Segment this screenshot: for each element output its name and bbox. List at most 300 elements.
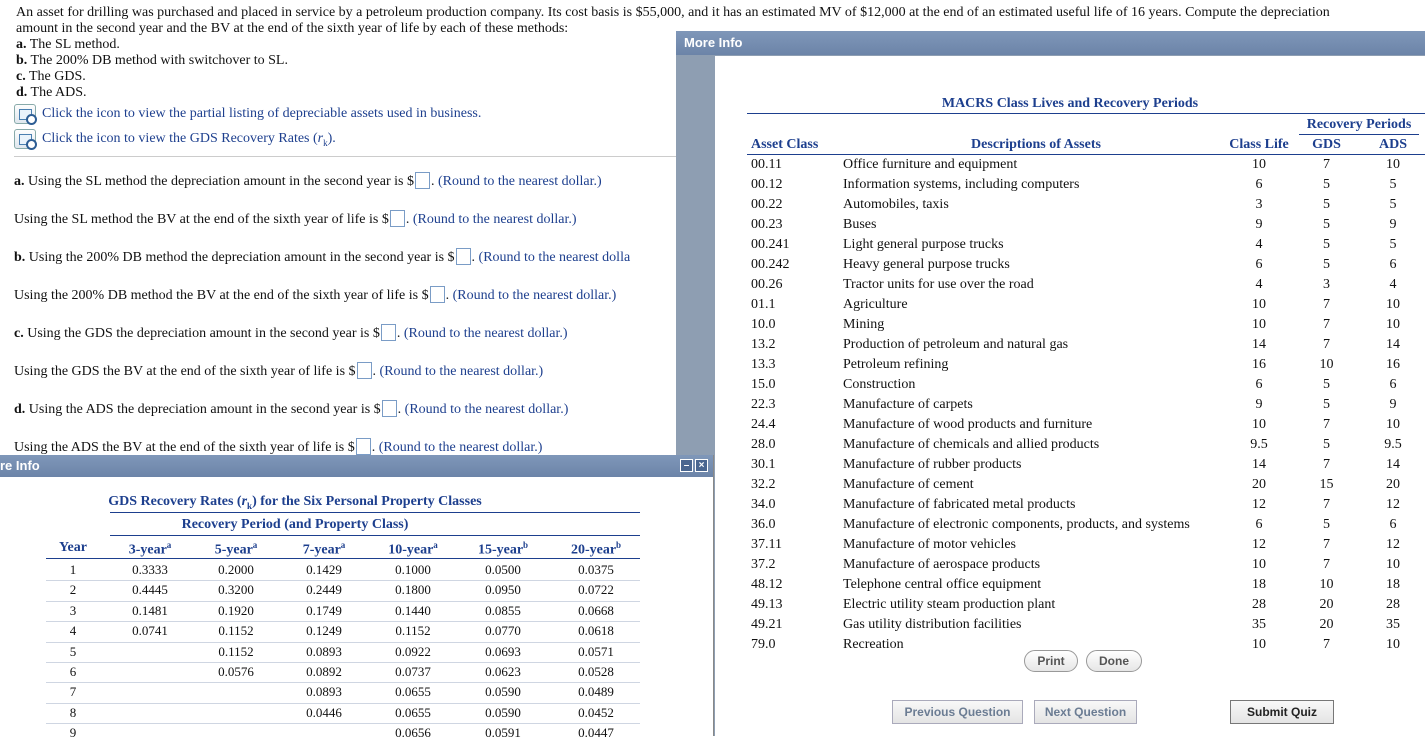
print-button[interactable]: Print (1024, 650, 1078, 672)
gds-cell: 5 (1323, 257, 1330, 272)
asset-class-cell: 32.2 (751, 477, 776, 492)
modal-title[interactable]: More Info (676, 31, 1425, 55)
table-subtitle: Recovery Period (and Property Class) (181, 517, 409, 532)
description-cell: Buses (843, 217, 877, 232)
recovery-periods-header: Recovery Periods (1306, 117, 1412, 132)
gds-cell: 5 (1323, 237, 1330, 252)
gds-cell: 5 (1323, 397, 1330, 412)
col-header-class: 5-year$^a$ (214, 540, 258, 558)
rate-cell: 0.1152 (218, 623, 254, 639)
rate-cell: 0.0741 (132, 623, 168, 639)
description-cell: Heavy general purpose trucks (843, 257, 1010, 272)
method-item: b. The 200% DB method with switchover to SL. (16, 53, 288, 68)
asset-class-cell: 37.11 (751, 537, 782, 552)
asset-class-cell: 28.0 (751, 437, 776, 452)
ads-cell: 14 (1386, 337, 1400, 352)
class-life-cell: 16 (1252, 357, 1266, 372)
description-cell: Manufacture of rubber products (843, 457, 1022, 472)
answer-input[interactable] (415, 172, 430, 189)
asset-class-cell: 37.2 (751, 557, 776, 572)
macrs-info-modal (676, 31, 1425, 736)
description-cell: Manufacture of electronic components, products, and systems (843, 517, 1190, 532)
year-cell: 9 (69, 725, 77, 741)
table-title: MACRS Class Lives and Recovery Periods (941, 96, 1199, 111)
rate-cell: 0.0737 (395, 664, 431, 679)
ads-cell: 28 (1386, 597, 1400, 612)
asset-class-cell: 00.12 (751, 177, 783, 192)
rate-cell: 0.1481 (132, 602, 168, 618)
class-life-cell: 9 (1255, 397, 1263, 412)
description-cell: Manufacture of chemicals and allied products (843, 437, 1100, 452)
col-header-class: 15-year$^b$ (477, 540, 529, 558)
row-divider (46, 621, 640, 622)
question-text: Using the SL method the BV at the end of the sixth year of life is $ (14, 212, 389, 227)
col-header-ads: ADS (1378, 137, 1407, 152)
question-text: Using the ADS the depreciation amount in the second year is $ (28, 402, 381, 417)
question-letter: a. (14, 174, 25, 189)
ads-cell: 10 (1386, 297, 1400, 312)
table-row (715, 457, 1425, 477)
table-row (715, 337, 1425, 357)
rate-cell: 0.2449 (306, 582, 342, 598)
year-cell: 5 (69, 643, 77, 659)
table-row (715, 397, 1425, 417)
view-document-icon[interactable] (14, 104, 36, 124)
row-divider (46, 601, 640, 602)
description-cell: Petroleum refining (843, 357, 949, 372)
question-row: Using the ADS the BV at the end of the sixth year of life is $ . (Round to the nearest dollar.) (14, 440, 543, 455)
header-rule (747, 154, 1425, 155)
question-letter: d. (14, 402, 26, 417)
answer-input[interactable] (356, 438, 371, 455)
description-cell: Manufacture of wood products and furniture (843, 417, 1093, 432)
ads-cell: 12 (1386, 537, 1400, 552)
rate-cell: 0.0668 (578, 602, 614, 618)
class-life-cell: 6 (1255, 177, 1263, 192)
asset-class-cell: 00.26 (751, 277, 783, 292)
question-row: c. Using the GDS the depreciation amount in the second year is $ . (Round to the nearest dollar.) (14, 326, 568, 341)
rate-cell: 0.0590 (485, 684, 521, 700)
col-header-year: Year (59, 540, 87, 555)
description-cell: Construction (843, 377, 916, 392)
question-letter: b. (14, 250, 26, 265)
question-text: Using the 200% DB method the BV at the end of the sixth year of life is $ (14, 288, 429, 303)
rate-cell: 0.0489 (578, 684, 614, 700)
close-icon[interactable]: × (695, 459, 708, 472)
gds-cell: 10 (1319, 357, 1334, 372)
modal-content (715, 56, 1425, 736)
rounding-hint: (Round to the nearest dollar.) (403, 326, 568, 341)
gds-cell: 15 (1319, 477, 1334, 492)
table-title: GDS Recovery Rates $(r_k)$ for the Six Personal Property Classes (108, 494, 482, 511)
rounding-hint: (Round to the nearest dollar.) (379, 364, 544, 379)
description-cell: Mining (843, 317, 885, 332)
gds-cell: 20 (1319, 597, 1334, 612)
description-cell: Telephone central office equipment (843, 577, 1042, 592)
rate-cell: 0.0893 (306, 684, 342, 700)
rounding-hint: (Round to the nearest dollar.) (404, 402, 569, 417)
gds-cell: 7 (1323, 417, 1330, 432)
asset-class-cell: 30.1 (751, 457, 776, 472)
title-rule (747, 113, 1425, 114)
rounding-hint: (Round to the nearest dollar.) (452, 288, 617, 303)
question-row: Using the 200% DB method the BV at the end of the sixth year of life is $ . (Round to the nearest dollar.) (14, 288, 617, 303)
row-divider (46, 703, 640, 704)
rate-cell: 0.0623 (485, 664, 521, 679)
question-text: Using the GDS the BV at the end of the sixth year of life is $ (14, 364, 356, 379)
ads-cell: 18 (1386, 577, 1400, 592)
gds-rates-modal (0, 455, 714, 741)
description-cell: Gas utility distribution facilities (843, 617, 1022, 632)
rate-cell: 0.1920 (218, 602, 254, 618)
col-header-class: 20-year$^b$ (570, 540, 622, 558)
year-cell: 4 (69, 623, 77, 639)
ads-cell: 5 (1389, 197, 1397, 212)
rate-cell: 0.0655 (395, 704, 431, 720)
asset-class-cell: 00.241 (751, 237, 790, 252)
rate-cell: 0.0447 (578, 725, 614, 741)
gds-cell: 7 (1323, 497, 1330, 512)
row-divider (46, 642, 640, 643)
table-row (0, 623, 614, 643)
rate-cell: 0.0571 (578, 643, 614, 659)
table-row (715, 217, 1425, 237)
class-life-cell: 10 (1252, 157, 1266, 172)
rate-cell: 0.1440 (395, 602, 431, 618)
class-life-cell: 6 (1255, 517, 1263, 532)
method-item: a. The SL method. (16, 37, 120, 52)
rate-cell: 0.0655 (395, 684, 431, 700)
ads-cell: 5 (1389, 177, 1397, 192)
ads-cell: 12 (1386, 497, 1400, 512)
ads-cell: 10 (1386, 557, 1400, 572)
description-cell: Light general purpose trucks (843, 237, 1004, 252)
divider (14, 156, 714, 157)
rate-cell: 0.1429 (306, 562, 342, 577)
rate-cell: 0.0922 (395, 643, 431, 659)
asset-class-cell: 01.1 (751, 297, 776, 312)
asset-class-cell: 79.0 (751, 637, 776, 652)
year-cell: 3 (69, 602, 77, 618)
ads-cell: 9 (1389, 397, 1397, 412)
question-letter: c. (14, 326, 24, 341)
gds-rates-link[interactable]: Click the icon to view the GDS Recovery Rates $(r_k)$. (14, 129, 336, 149)
class-life-cell: 10 (1252, 417, 1266, 432)
gds-cell: 7 (1323, 157, 1330, 172)
rate-cell: 0.1800 (395, 582, 431, 598)
table-row (715, 557, 1425, 577)
ads-cell: 6 (1389, 517, 1397, 532)
previous-question-button[interactable]: Previous Question (892, 700, 1023, 724)
table-row (715, 157, 1425, 177)
rate-cell: 0.3200 (218, 582, 254, 598)
table-row (715, 317, 1425, 337)
gds-cell: 3 (1323, 277, 1330, 292)
rate-cell: 0.4445 (132, 582, 168, 598)
description-cell: Manufacture of aerospace products (843, 557, 1041, 572)
minimize-icon[interactable]: – (680, 459, 693, 472)
rate-cell: 0.0576 (218, 664, 254, 679)
ads-cell: 6 (1389, 257, 1397, 272)
question-row: a. Using the SL method the depreciation amount in the second year is $ . (Round to the nearest dollar.) (14, 174, 602, 189)
table-row (715, 257, 1425, 277)
asset-class-cell: 15.0 (751, 377, 776, 392)
answer-input[interactable] (390, 210, 405, 227)
class-life-cell: 10 (1252, 557, 1266, 572)
next-question-button[interactable]: Next Question (1034, 700, 1137, 724)
ads-cell: 20 (1386, 477, 1400, 492)
ads-cell: 16 (1386, 357, 1400, 372)
class-life-cell: 35 (1252, 617, 1266, 632)
rate-cell: 0.3333 (132, 562, 168, 577)
asset-class-cell: 00.11 (751, 157, 782, 172)
gds-cell: 20 (1319, 617, 1334, 632)
description-cell: Office furniture and equipment (843, 157, 1018, 172)
rounding-hint: (Round to the nearest dollar.) (378, 440, 543, 455)
gds-cell: 7 (1323, 317, 1330, 332)
description-cell: Recreation (843, 637, 904, 652)
rate-cell: 0.0590 (485, 704, 521, 720)
gds-cell: 5 (1323, 377, 1330, 392)
rate-cell: 0.0375 (578, 562, 614, 577)
asset-class-cell: 10.0 (751, 317, 776, 332)
rate-cell: 0.0770 (485, 623, 521, 639)
description-cell: Manufacture of cement (843, 477, 974, 492)
problem-text: An asset for drilling was purchased and placed in service by a petroleum production company. Its cost basis is $55,000, and it has an estimated MV of $12,000 at the end of an estimated useful life of 16 years. Compute the depreciation amount in the second year and the BV at the end of the sixth year of life by each of these methods: (16, 5, 1330, 36)
view-document-icon[interactable] (14, 129, 36, 149)
rate-cell: 0.0892 (306, 664, 342, 679)
rate-cell: 0.0656 (395, 725, 431, 741)
question-text: Using the ADS the BV at the end of the sixth year of life is $ (14, 440, 355, 455)
rate-cell: 0.2000 (218, 562, 254, 577)
rate-cell: 0.0618 (578, 623, 614, 639)
description-cell: Information systems, including computers (843, 177, 1080, 192)
rate-cell: 0.0855 (485, 602, 521, 618)
gds-cell: 10 (1319, 577, 1334, 592)
table-row (715, 597, 1425, 617)
ads-cell: 9 (1389, 217, 1397, 232)
class-life-cell: 12 (1252, 497, 1266, 512)
gds-cell: 7 (1323, 637, 1330, 652)
class-life-cell: 14 (1252, 337, 1266, 352)
class-life-cell: 10 (1252, 317, 1266, 332)
description-cell: Production of petroleum and natural gas (843, 337, 1069, 352)
header-rule (1299, 134, 1419, 135)
col-header-description: Descriptions of Assets (971, 137, 1101, 152)
ads-cell: 5 (1389, 237, 1397, 252)
question-row: Using the GDS the BV at the end of the sixth year of life is $ . (Round to the nearest dollar.) (14, 364, 544, 379)
ads-cell: 10 (1386, 317, 1400, 332)
table-row (715, 377, 1425, 397)
header-rule (46, 558, 640, 559)
done-button[interactable]: Done (1086, 650, 1142, 672)
description-cell: Manufacture of fabricated metal products (843, 497, 1076, 512)
asset-class-cell: 22.3 (751, 397, 776, 412)
description-cell: Manufacture of motor vehicles (843, 537, 1016, 552)
class-life-cell: 18 (1252, 577, 1266, 592)
rate-cell: 0.0950 (485, 582, 521, 598)
table-row (715, 177, 1425, 197)
description-cell: Manufacture of carpets (843, 397, 973, 412)
question-text: Using the GDS the depreciation amount in the second year is $ (27, 326, 380, 341)
rate-cell: 0.1749 (306, 602, 342, 618)
rate-cell: 0.0446 (306, 704, 342, 720)
rate-cell: 0.0722 (578, 582, 614, 598)
table-row (715, 277, 1425, 297)
method-item: d. The ADS. (16, 85, 87, 100)
table-row (0, 643, 614, 664)
table-row (715, 237, 1425, 257)
rounding-hint: (Round to the nearest dollar.) (437, 174, 602, 189)
rate-cell: 0.1152 (218, 643, 254, 659)
table-row (715, 577, 1425, 597)
asset-class-cell: 13.2 (751, 337, 776, 352)
method-item: c. The GDS. (16, 69, 86, 84)
class-life-cell: 28 (1252, 597, 1266, 612)
rate-cell: 0.0693 (485, 643, 521, 659)
class-life-cell: 12 (1252, 537, 1266, 552)
col-header-gds: GDS (1312, 137, 1341, 152)
gds-cell: 5 (1323, 437, 1330, 452)
asset-class-cell: 00.242 (751, 257, 790, 272)
answer-input[interactable] (382, 400, 397, 417)
answer-input[interactable] (357, 362, 372, 379)
asset-class-cell: 49.21 (751, 617, 783, 632)
gds-cell: 7 (1323, 557, 1330, 572)
row-divider (46, 682, 640, 683)
table-row (0, 684, 614, 704)
description-cell: Electric utility steam production plant (843, 597, 1056, 612)
col-header-class: 7-year$^a$ (302, 540, 346, 558)
table-row (0, 725, 614, 745)
col-header-asset-class: Asset Class (751, 137, 819, 152)
subtitle-rule (110, 535, 640, 536)
rate-cell: 0.0591 (485, 725, 521, 741)
table-row (0, 602, 614, 623)
class-life-cell: 10 (1252, 297, 1266, 312)
question-row: d. Using the ADS the depreciation amount in the second year is $ . (Round to the nearest dollar.) (14, 402, 569, 417)
class-life-cell: 4 (1255, 237, 1263, 252)
gds-cell: 7 (1323, 337, 1330, 352)
gds-cell: 5 (1323, 517, 1330, 532)
answer-input[interactable] (430, 286, 445, 303)
col-header-class: 10-year$^a$ (388, 540, 438, 558)
class-life-cell: 6 (1255, 257, 1263, 272)
table-row (0, 582, 614, 602)
description-cell: Agriculture (843, 297, 908, 312)
question-row: Using the SL method the BV at the end of the sixth year of life is $ . (Round to the nearest dollar.) (14, 212, 577, 227)
table-row (715, 297, 1425, 317)
ads-cell: 10 (1386, 157, 1400, 172)
table-row (715, 497, 1425, 517)
gds-cell: 7 (1323, 457, 1330, 472)
class-life-cell: 20 (1252, 477, 1266, 492)
rate-cell: 0.0452 (578, 704, 614, 720)
year-cell: 6 (69, 664, 77, 679)
table-row (715, 417, 1425, 437)
rounding-hint: (Round to the nearest dollar.) (412, 212, 577, 227)
table-row (0, 704, 614, 725)
class-life-cell: 9 (1255, 217, 1263, 232)
rate-cell: 0.1152 (395, 623, 431, 639)
ads-cell: 35 (1386, 617, 1400, 632)
submit-quiz-button[interactable]: Submit Quiz (1230, 700, 1334, 724)
asset-class-cell: 48.12 (751, 577, 783, 592)
class-life-cell: 4 (1255, 277, 1263, 292)
question-row: b. Using the 200% DB method the depreciation amount in the second year is $ . (Round to the nearest dolla (14, 250, 631, 265)
class-life-cell: 10 (1252, 637, 1266, 652)
rate-cell: 0.0528 (578, 664, 614, 679)
asset-class-cell: 49.13 (751, 597, 783, 612)
question-text: Using the SL method the depreciation amount in the second year is $ (28, 174, 414, 189)
class-life-cell: 14 (1252, 457, 1266, 472)
table-row (715, 357, 1425, 377)
description-cell: Automobiles, taxis (843, 197, 949, 212)
answer-input[interactable] (456, 248, 471, 265)
asset-class-cell: 34.0 (751, 497, 776, 512)
gds-cell: 5 (1323, 197, 1330, 212)
col-header-class: 3-year$^a$ (128, 540, 172, 558)
asset-class-cell: 24.4 (751, 417, 776, 432)
rate-cell: 0.1000 (395, 562, 431, 577)
class-life-cell: 6 (1255, 377, 1263, 392)
ads-cell: 10 (1386, 417, 1400, 432)
ads-cell: 9.5 (1384, 437, 1402, 452)
rate-cell: 0.0893 (306, 643, 342, 659)
gds-cell: 5 (1323, 177, 1330, 192)
table-row (715, 617, 1425, 637)
year-cell: 1 (69, 562, 77, 577)
rate-cell: 0.0500 (485, 562, 521, 577)
asset-class-cell: 13.3 (751, 357, 776, 372)
row-divider (46, 580, 640, 581)
table-row (0, 664, 614, 684)
ads-cell: 6 (1389, 377, 1397, 392)
rounding-hint: (Round to the nearest dolla (478, 250, 631, 265)
table-row (715, 477, 1425, 497)
asset-class-cell: 00.22 (751, 197, 783, 212)
gds-cell: 7 (1323, 297, 1330, 312)
title-rule (110, 512, 640, 513)
row-divider (46, 662, 640, 663)
table-row (0, 562, 614, 582)
col-header-class-life: Class Life (1229, 137, 1289, 152)
ads-cell: 14 (1386, 457, 1400, 472)
asset-class-cell: 00.23 (751, 217, 783, 232)
table-row (715, 197, 1425, 217)
year-cell: 2 (69, 582, 77, 598)
rate-cell: 0.1249 (306, 623, 342, 639)
table-row (715, 517, 1425, 537)
class-life-cell: 9.5 (1250, 437, 1268, 452)
class-life-cell: 3 (1255, 197, 1263, 212)
answer-input[interactable] (381, 324, 396, 341)
gds-cell: 5 (1323, 217, 1330, 232)
question-text: Using the 200% DB method the depreciation amount in the second year is $ (28, 250, 455, 265)
year-cell: 7 (69, 684, 77, 700)
row-divider (46, 723, 640, 724)
description-cell: Tractor units for use over the road (843, 277, 1034, 292)
gds-cell: 7 (1323, 537, 1330, 552)
year-cell: 8 (69, 704, 77, 720)
modal-title[interactable]: re Info – × (0, 455, 713, 477)
ads-cell: 4 (1389, 277, 1397, 292)
asset-listing-link[interactable]: Click the icon to view the partial listing of depreciable assets used in business. (14, 104, 481, 124)
table-row (715, 437, 1425, 457)
ads-cell: 10 (1386, 637, 1400, 652)
asset-class-cell: 36.0 (751, 517, 776, 532)
table-row (715, 537, 1425, 557)
